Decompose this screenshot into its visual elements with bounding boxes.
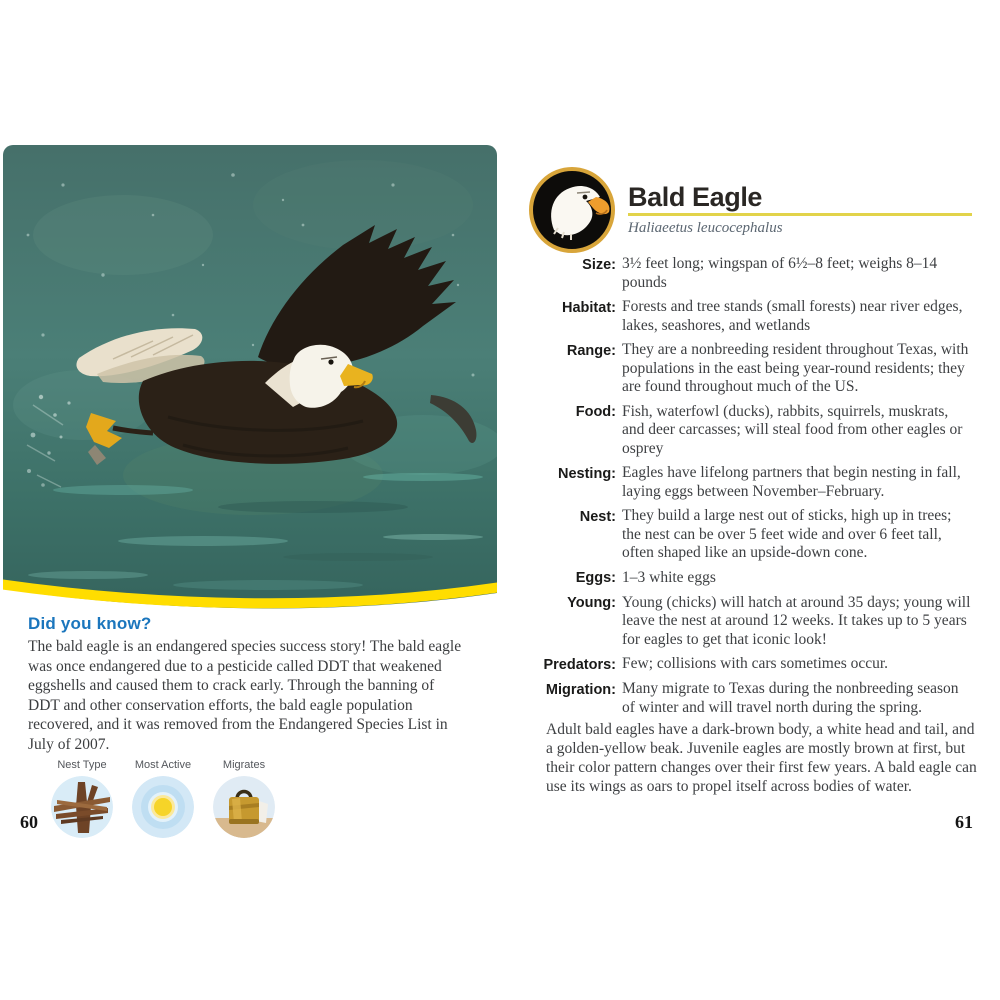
trait-icons-row — [46, 759, 280, 838]
fact-text-size: 3½ feet long; wingspan of 6½–8 feet; weighs 8–14 pounds — [622, 255, 938, 291]
fact-text-habitat: Forests and tree stands (small forests) near river edges, lakes, seashores, and wetlands — [622, 298, 963, 334]
facts-list — [510, 255, 974, 717]
fact-text-migration: Many migrate to Texas during the nonbreeding season of winter and will travel north during the spring. — [622, 680, 959, 716]
trait-migrates-label: Migrates — [222, 759, 266, 771]
title-block — [628, 184, 972, 237]
fact-label-range: Range: — [566, 342, 616, 359]
eagle-head-icon — [528, 166, 616, 254]
fact-text-range: They are a nonbreeding resident throughout Texas, with populations in the east being year-round residents; they are found throughout much of the US. — [622, 341, 969, 395]
page-number-right: 61 — [955, 812, 973, 832]
fact-text-eggs: 1–3 white eggs — [622, 568, 716, 586]
fact-label-food: Food: — [575, 404, 616, 420]
trait-most-active-label: Most Active — [134, 759, 192, 771]
species-title: Bald Eagle — [628, 182, 763, 212]
fact-label-predators: Predators: — [543, 656, 616, 673]
fact-text-nest: They build a large nest out of sticks, high up in trees; the nest can be over 5 feet wide and over 6 feet tall, often shaped like an upside-down cone. — [622, 507, 952, 561]
fact-text-nesting: Eagles have lifelong partners that begin nesting in fall, laying eggs between November–February. — [622, 464, 961, 500]
fact-label-eggs: Eggs: — [575, 570, 616, 586]
fact-label-habitat: Habitat: — [562, 299, 616, 316]
page-number-left: 60 — [20, 812, 38, 832]
trait-most-active — [127, 759, 199, 838]
fact-label-migration: Migration: — [545, 681, 616, 698]
did-you-know-body: The bald eagle is an endangered species success story! The bald eagle was once endangered due to a pesticide called DDT that weakened eggshells and caused them to crack early. Through the banning of DDT and other conservation efforts, the bald eagle population recovered, and it was removed from the Endangered Species List in July of 2007. — [28, 638, 462, 753]
sun-icon — [132, 776, 194, 838]
fact-text-predators: Few; collisions with cars sometimes occur. — [622, 655, 889, 672]
species-description: Adult bald eagles have a dark-brown body, a white head and tail, and a golden-yellow beak. Juvenile eagles are mostly brown at first, but their color pattern changes over their first few years. A bald eagle can use its wings as oars to propel itself across bodies of water. — [546, 721, 977, 795]
fact-label-young: Young: — [567, 595, 616, 611]
title-underline — [628, 213, 972, 216]
nest-icon — [51, 776, 113, 838]
trait-nest-type-label: Nest Type — [57, 759, 107, 771]
scientific-name: Haliaeetus leucocephalus — [628, 220, 783, 236]
eagle-photo-illustration — [3, 145, 497, 612]
fact-text-food: Fish, waterfowl (ducks), rabbits, squirrels, muskrats, and deer carcasses; will steal food from other eagles or osprey — [622, 402, 963, 457]
suitcase-icon — [213, 776, 275, 838]
fact-label-nesting: Nesting: — [558, 465, 616, 482]
trait-migrates — [208, 759, 280, 838]
eagle-photo — [3, 145, 497, 612]
species-page — [510, 163, 988, 795]
fact-label-size: Size: — [582, 256, 616, 273]
fact-text-young: Young (chicks) will hatch at around 35 days; young will leave the nest at around 12 weeks. It takes up to 5 years for eagles to get that iconic look! — [622, 593, 971, 648]
did-you-know-heading: Did you know? — [28, 614, 152, 633]
species-header — [510, 163, 988, 255]
trait-nest-type — [46, 759, 118, 838]
fact-label-nest: Nest: — [579, 508, 616, 525]
